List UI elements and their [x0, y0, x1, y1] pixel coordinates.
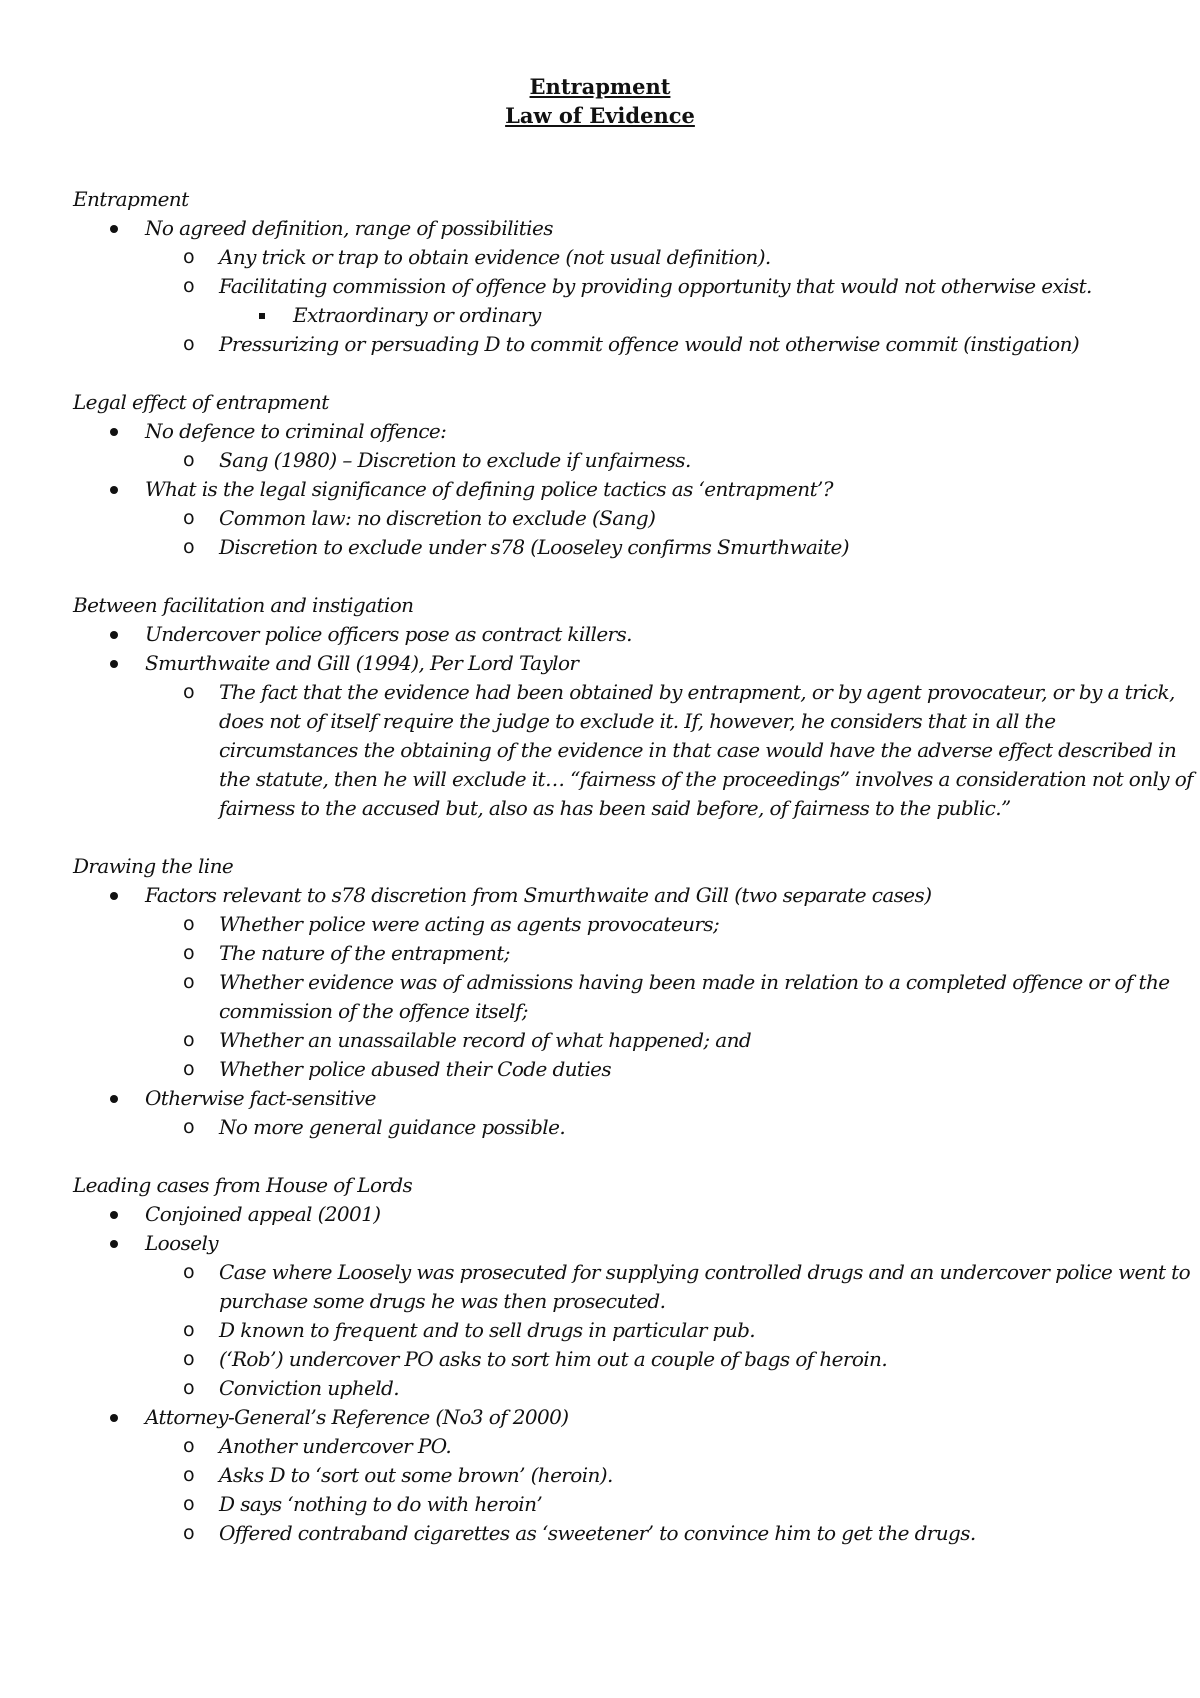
bullet-item [73, 475, 1153, 504]
bullet-item [73, 1084, 1153, 1113]
item-text: Pressurizing or persuading D to commit offence would not otherwise commit (instigation) [219, 332, 1080, 356]
bullet-item [73, 649, 1153, 678]
item-text: Otherwise fact-sensitive [145, 1086, 376, 1110]
circle-bullet-icon: o [183, 333, 195, 355]
sub-bullet-item [73, 939, 1199, 968]
circle-bullet-icon: o [183, 1116, 195, 1138]
title-line-1: Entrapment [529, 74, 671, 99]
item-text: Whether police abused their Code duties [219, 1057, 612, 1081]
section [73, 1171, 1191, 1548]
bullet-icon [110, 892, 118, 900]
item-text: Conviction upheld. [219, 1376, 399, 1400]
item-text: Facilitating commission of offence by providing opportunity that would not otherwise exist. [219, 274, 1092, 298]
circle-bullet-icon: o [183, 1522, 195, 1544]
circle-bullet-icon: o [183, 1348, 195, 1370]
sub-bullet-item [73, 272, 1199, 301]
item-text: Whether police were acting as agents provocateurs; [219, 912, 720, 936]
bullet-icon [110, 428, 118, 436]
section [73, 591, 1193, 823]
sub-bullet-item [73, 1374, 1199, 1403]
circle-bullet-icon: o [183, 913, 195, 935]
sub-bullet-item [73, 910, 1199, 939]
item-text: Offered contraband cigarettes as ‘sweetener’ to convince him to get the drugs. [219, 1521, 976, 1545]
bullet-item [73, 1403, 1153, 1432]
item-text: Sang (1980) – Discretion to exclude if unfairness. [219, 448, 691, 472]
bullet-icon [110, 1095, 118, 1103]
circle-bullet-icon: o [183, 971, 195, 993]
circle-bullet-icon: o [183, 681, 195, 703]
sub-bullet-item [73, 243, 1199, 272]
item-text: Loosely [145, 1231, 218, 1255]
item-text: No agreed definition, range of possibilities [145, 216, 553, 240]
bullet-icon [110, 225, 118, 233]
circle-bullet-icon: o [183, 536, 195, 558]
circle-bullet-icon: o [183, 1377, 195, 1399]
bullet-item [73, 620, 1153, 649]
item-text: Another undercover PO. [219, 1434, 452, 1458]
document-title [0, 72, 1200, 130]
item-text: Attorney-General’s Reference (No3 of 2000) [145, 1405, 569, 1429]
circle-bullet-icon: o [183, 1435, 195, 1457]
circle-bullet-icon: o [183, 1493, 195, 1515]
bullet-item [73, 1229, 1153, 1258]
sub-bullet-item [73, 968, 1199, 1026]
circle-bullet-icon: o [183, 449, 195, 471]
item-text: Whether an unassailable record of what happened; and [219, 1028, 752, 1052]
circle-bullet-icon: o [183, 1319, 195, 1341]
sub-bullet-item [73, 1316, 1199, 1345]
title-line-2: Law of Evidence [505, 103, 695, 128]
sub-bullet-item [73, 1055, 1199, 1084]
circle-bullet-icon: o [183, 1464, 195, 1486]
square-bullet-icon [259, 313, 265, 319]
item-text: Smurthwaite and Gill (1994), Per Lord Taylor [145, 651, 579, 675]
item-text: The nature of the entrapment; [219, 941, 510, 965]
item-text: The fact that the evidence had been obtained by entrapment, or by agent provocateur, or by a trick, does not of itself require the judge to exclude it. If, however, he considers that in all the circumstances the obtaining of the evidence in that case would have the adverse effect described in the statute, then he will exclude it… “fairness of the proceedings” involves a consideration not only of fairness to the accused but, also as has been said before, of fairness to the public.” [219, 680, 1193, 820]
sub-bullet-item [73, 533, 1199, 562]
document-body [73, 185, 1193, 1548]
item-text: Factors relevant to s78 discretion from Smurthwaite and Gill (two separate cases) [145, 883, 932, 907]
bullet-icon [110, 1240, 118, 1248]
circle-bullet-icon: o [183, 275, 195, 297]
item-text: What is the legal significance of defining police tactics as ‘entrapment’? [145, 477, 833, 501]
sub-bullet-item [73, 1026, 1199, 1055]
item-text: Discretion to exclude under s78 (Looseley confirms Smurthwaite) [219, 535, 849, 559]
bullet-icon [110, 1211, 118, 1219]
sub-bullet-item [73, 1258, 1199, 1316]
item-text: D says ‘nothing to do with heroin’ [219, 1492, 543, 1516]
bullet-item [73, 1200, 1153, 1229]
item-text: (‘Rob’) undercover PO asks to sort him out a couple of bags of heroin. [219, 1347, 888, 1371]
item-text: Conjoined appeal (2001) [145, 1202, 381, 1226]
sub-bullet-item [73, 1345, 1199, 1374]
sub-bullet-item [73, 1432, 1199, 1461]
section [73, 185, 1153, 359]
sub-bullet-item [73, 504, 1199, 533]
circle-bullet-icon: o [183, 1261, 195, 1283]
section [73, 388, 1153, 562]
item-text: Any trick or trap to obtain evidence (not usual definition). [219, 245, 771, 269]
circle-bullet-icon: o [183, 1058, 195, 1080]
item-text: D known to frequent and to sell drugs in particular pub. [219, 1318, 756, 1342]
sub-bullet-item [73, 330, 1199, 359]
item-text: Whether evidence was of admissions having been made in relation to a completed offence or of the commission of the offence itself; [219, 970, 1170, 1023]
sub-sub-bullet-item [73, 301, 1153, 330]
circle-bullet-icon: o [183, 246, 195, 268]
sub-bullet-item [73, 1461, 1199, 1490]
item-text: No defence to criminal offence: [145, 419, 447, 443]
bullet-item [73, 214, 1153, 243]
circle-bullet-icon: o [183, 942, 195, 964]
bullet-item [73, 417, 1153, 446]
sub-bullet-item [73, 1113, 1199, 1142]
item-text: Extraordinary or ordinary [293, 303, 541, 327]
bullet-icon [110, 631, 118, 639]
section-heading: Drawing the line [73, 854, 234, 878]
section-heading: Entrapment [73, 187, 189, 211]
bullet-icon [110, 1414, 118, 1422]
bullet-icon [110, 486, 118, 494]
section-heading: Between facilitation and instigation [73, 593, 414, 617]
sub-bullet-item [73, 1519, 1199, 1548]
section-heading: Leading cases from House of Lords [73, 1173, 413, 1197]
item-text: Asks D to ‘sort out some brown’ (heroin). [219, 1463, 613, 1487]
item-text: Common law: no discretion to exclude (Sang) [219, 506, 656, 530]
bullet-item [73, 881, 1153, 910]
sub-bullet-item [73, 1490, 1199, 1519]
sub-bullet-item [73, 678, 1199, 823]
section-heading: Legal effect of entrapment [73, 390, 329, 414]
circle-bullet-icon: o [183, 507, 195, 529]
item-text: No more general guidance possible. [219, 1115, 566, 1139]
item-text: Undercover police officers pose as contract killers. [145, 622, 632, 646]
circle-bullet-icon: o [183, 1029, 195, 1051]
sub-bullet-item [73, 446, 1199, 475]
item-text: Case where Loosely was prosecuted for supplying controlled drugs and an undercover police went to purchase some drugs he was then prosecuted. [219, 1260, 1191, 1313]
section [73, 852, 1170, 1142]
bullet-icon [110, 660, 118, 668]
